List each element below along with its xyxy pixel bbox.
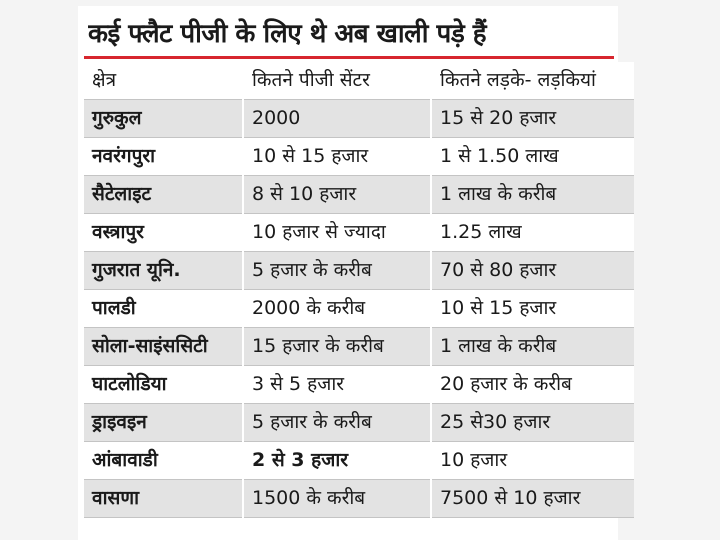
table-header-row bbox=[84, 62, 634, 100]
people-cell: 1.25 लाख bbox=[431, 214, 634, 252]
pg-cell: 5 हजार के करीब bbox=[243, 252, 431, 290]
area-cell: वस्त्रापुर bbox=[84, 214, 243, 252]
pg-cell: 3 से 5 हजार bbox=[243, 366, 431, 404]
table-row bbox=[84, 100, 634, 138]
people-cell: 70 से 80 हजार bbox=[431, 252, 634, 290]
pg-cell: 10 से 15 हजार bbox=[243, 138, 431, 176]
pg-cell: 8 से 10 हजार bbox=[243, 176, 431, 214]
table-row bbox=[84, 328, 634, 366]
table-row bbox=[84, 252, 634, 290]
pg-cell: 15 हजार के करीब bbox=[243, 328, 431, 366]
people-cell: 1 लाख के करीब bbox=[431, 328, 634, 366]
area-cell: सैटेलाइट bbox=[84, 176, 243, 214]
area-cell: आंबावाडी bbox=[84, 442, 243, 480]
pg-cell: 2000 के करीब bbox=[243, 290, 431, 328]
people-cell: 15 से 20 हजार bbox=[431, 100, 634, 138]
table-row bbox=[84, 404, 634, 442]
news-graphic bbox=[78, 6, 618, 540]
pg-cell: 5 हजार के करीब bbox=[243, 404, 431, 442]
pg-cell: 1500 के करीब bbox=[243, 480, 431, 518]
table-row bbox=[84, 214, 634, 252]
people-cell: 1 से 1.50 लाख bbox=[431, 138, 634, 176]
header-pg-centers: कितने पीजी सेंटर bbox=[243, 62, 431, 100]
headline: कई फ्लैट पीजी के लिए थे अब खाली पड़े हैं bbox=[88, 19, 487, 49]
area-cell: नवरंगपुरा bbox=[84, 138, 243, 176]
pg-table bbox=[84, 62, 634, 518]
people-cell: 7500 से 10 हजार bbox=[431, 480, 634, 518]
people-cell: 20 हजार के करीब bbox=[431, 366, 634, 404]
people-cell: 25 से30 हजार bbox=[431, 404, 634, 442]
red-divider bbox=[84, 56, 614, 59]
area-cell: सोला-साइंससिटी bbox=[84, 328, 243, 366]
area-cell: ड्राइवइन bbox=[84, 404, 243, 442]
table-row bbox=[84, 138, 634, 176]
area-cell: गुजरात यूनि. bbox=[84, 252, 243, 290]
area-cell: गुरुकुल bbox=[84, 100, 243, 138]
people-cell: 10 से 15 हजार bbox=[431, 290, 634, 328]
table-row bbox=[84, 366, 634, 404]
area-cell: पालडी bbox=[84, 290, 243, 328]
header-people: कितने लड़के- लड़कियां bbox=[431, 62, 634, 100]
people-cell: 1 लाख के करीब bbox=[431, 176, 634, 214]
header-area: क्षेत्र bbox=[84, 62, 243, 100]
table-row bbox=[84, 290, 634, 328]
table-row bbox=[84, 442, 634, 480]
table-row bbox=[84, 480, 634, 518]
area-cell: घाटलोडिया bbox=[84, 366, 243, 404]
pg-cell: 2000 bbox=[243, 100, 431, 138]
pg-cell: 10 हजार से ज्यादा bbox=[243, 214, 431, 252]
people-cell: 10 हजार bbox=[431, 442, 634, 480]
table-row bbox=[84, 176, 634, 214]
pg-cell: 2 से 3 हजार bbox=[243, 442, 431, 480]
area-cell: वासणा bbox=[84, 480, 243, 518]
